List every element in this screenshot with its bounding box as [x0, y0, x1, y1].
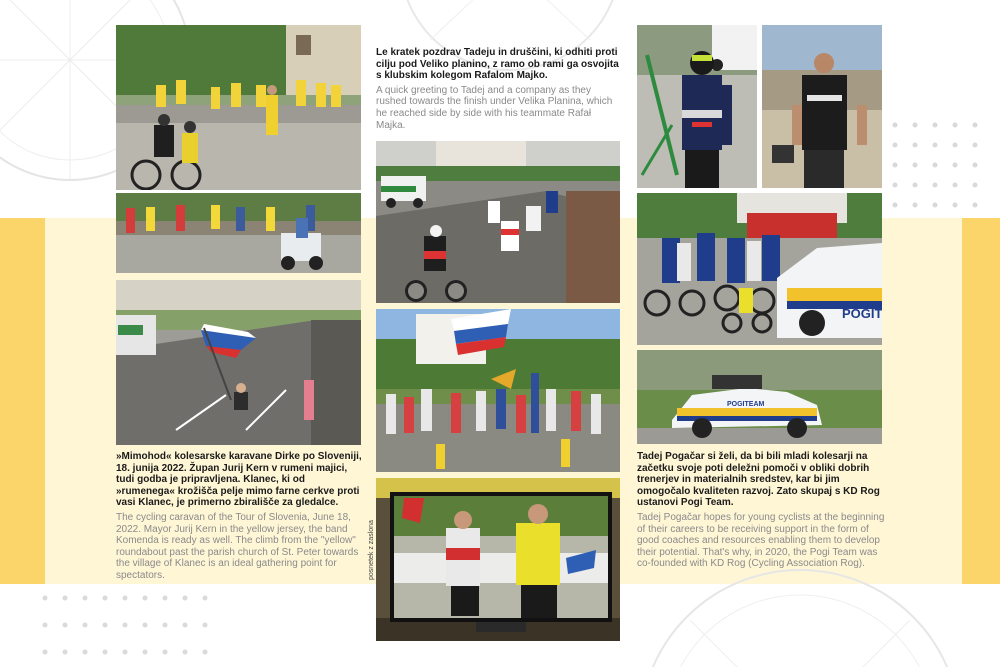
car-logo-short: POGIT — [842, 306, 882, 321]
caption-top-middle-slovene: Le kratek pozdrav Tadeju in druščini, ki odhiti proti cilju pod Veliko planino, z ramo ob rami ga osvojita s klubskim kolegom Rafalom Majko. — [376, 47, 619, 82]
caption-bottom-left — [116, 451, 364, 582]
photo-pogi-team-car — [637, 350, 882, 444]
photo-pogi-team-riders — [637, 193, 882, 345]
wheel-decoration-bottom-right — [600, 560, 1000, 667]
caption-bottom-right-slovene: Tadej Pogačar si želi, da bi bili mladi kolesarji na začetku svoje poti deležni pomoči v obliki dobrih trenerjev in materialnih sredstev, kar bi jim omogočalo kvaliteten razvoj. Zato skupaj s KD Rog ustanovi Pogi Team. — [637, 451, 880, 509]
caption-bottom-left-english: The cycling caravan of the Tour of Slovenia, June 18, 2022. Mayor Jurij Kern in the yellow jersey, the band Komenda is ready as well. The climb from the "yellow" roundabout past the parish church of St. Peter towards the village of Klanec is an ideal gathering point for spectators. — [116, 511, 359, 581]
photo-fans-with-flags — [376, 309, 620, 472]
caption-top-middle-english: A quick greeting to Tadej and a company as they rushed towards the finish under Velika Planina, which he reached side by side with his teammate Rafał Majka. — [376, 84, 613, 131]
yellow-band-right-accent — [962, 218, 1000, 584]
caption-bottom-left-slovene: »Mimohod« kolesarske karavane Dirke po Sloveniji, 18. junija 2022. Župan Jurij Kern v rumeni majici, tudi godba je pripravljena. Klanec, ki od »rumenega« krožišča pelje mimo farne cerkve proti vasi Klanec, je primerno zbirališče za gledalce. — [116, 451, 362, 509]
photo-tv-screen-finish — [376, 478, 620, 641]
photo-boy-with-flag — [116, 280, 361, 445]
photo-peloton-climb — [376, 141, 620, 303]
photo-credit: posnetek z zaslona — [368, 520, 375, 580]
photo-spectators-roundabout — [116, 25, 361, 190]
caption-bottom-right-english: Tadej Pogačar hopes for young cyclists at the beginning of their careers to be receiving support in the form of good coaches and resources enabling them to develop their potential. That's why, in 2020, the Pogi Team was co-founded with KD Rog (Cycling Association Rog). — [637, 511, 885, 570]
photo-fan-back-view — [762, 25, 882, 188]
dot-pattern-bottom-left — [40, 590, 220, 660]
photo-police-motorcycle — [116, 193, 361, 273]
caption-bottom-right — [637, 451, 885, 570]
dot-pattern-right — [890, 120, 990, 210]
yellow-band-left-accent — [0, 218, 45, 584]
photo-pogacar-with-bike — [637, 25, 757, 188]
car-logo: POGITEAM — [727, 401, 765, 408]
caption-top-middle — [376, 47, 622, 131]
